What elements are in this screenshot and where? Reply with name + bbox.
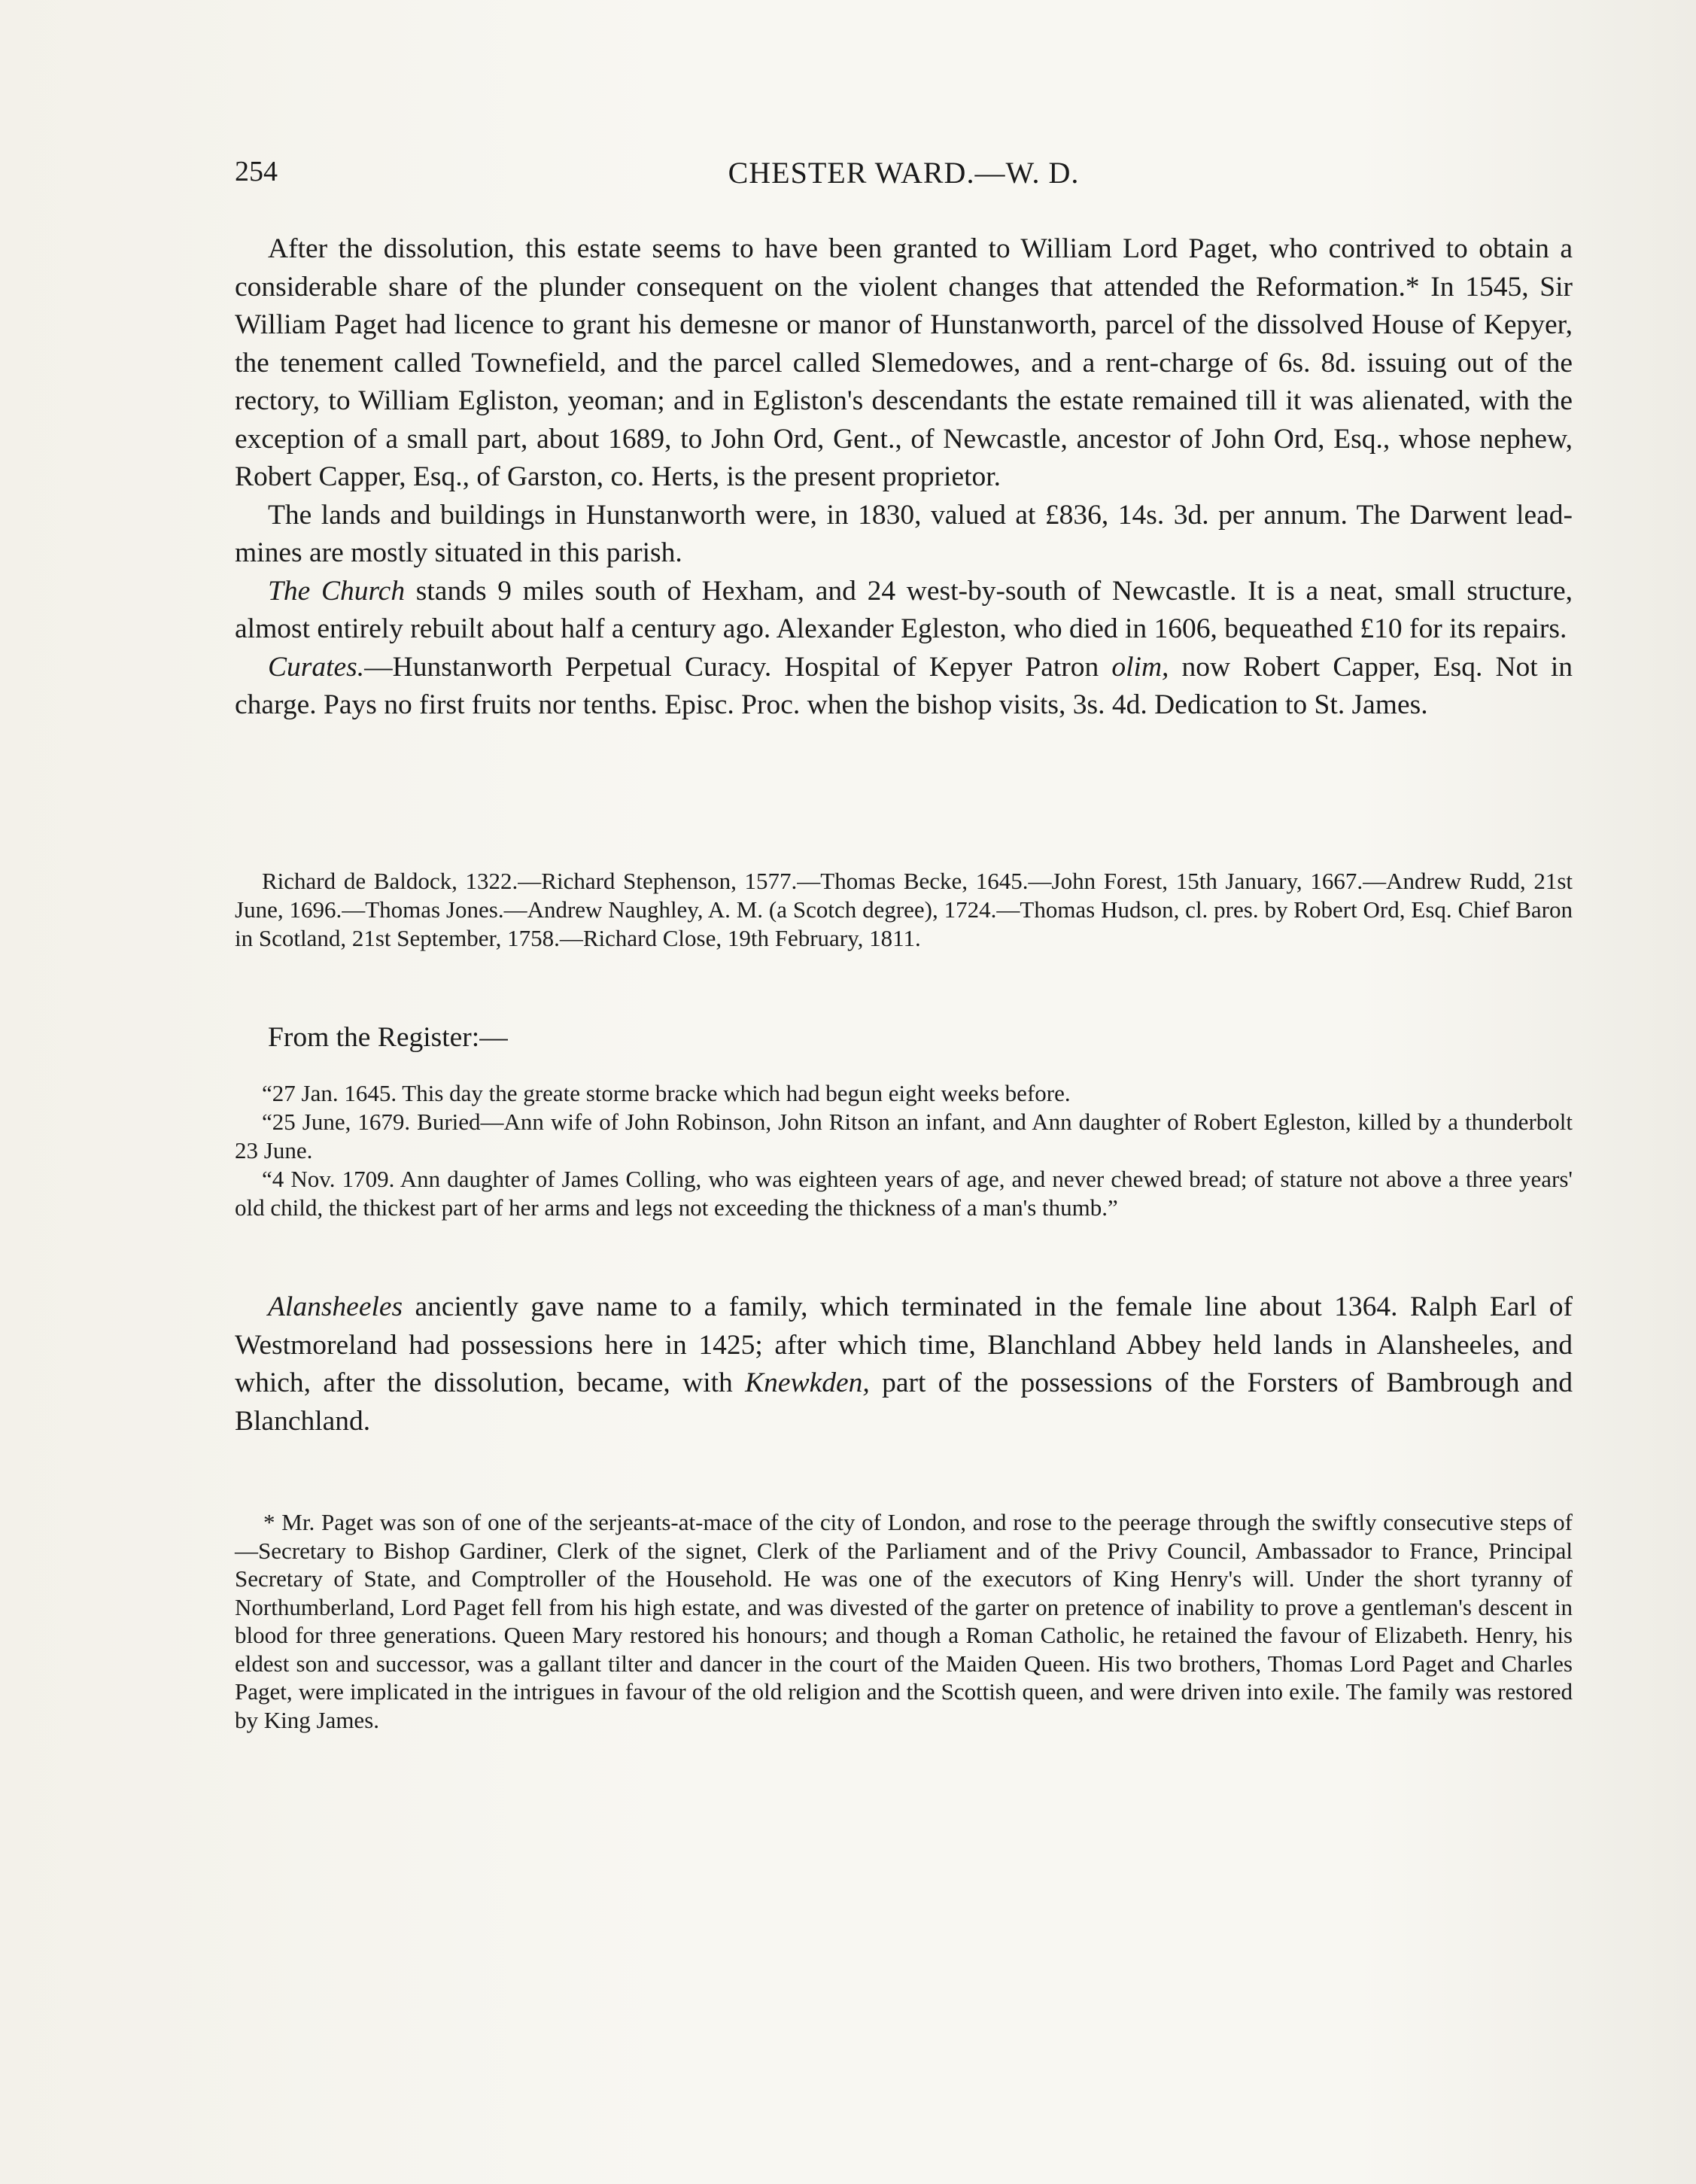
curates-list: Richard de Baldock, 1322.—Richard Stephenson, 1577.—Thomas Becke, 1645.—John Forest, 15th January, 1667.—Andrew Rudd, 21st June, 1696.—Thomas Jones.—Andrew Naughley, A. M. (a Scotch degree), 1724.—Thomas Hudson, cl. pres. by Robert Ord, Esq. Chief Baron in Scotland, 21st September, 1758.—Richard Close, 19th February, 1811. [235, 868, 1573, 951]
curates-text-rest: now Robert Capper, Esq. Not in charge. Pays no first fruits nor tenths. Episc. Proc. when the bishop visits, 3s. 4d. Dedication to St. James. [235, 651, 1573, 720]
alansheeles-lead: Alansheeles [268, 1291, 403, 1322]
church-text: stands 9 miles south of Hexham, and 24 west-by-south of Newcastle. It is a neat, small structure, almost entirely rebuilt about half a century ago. Alexander Egleston, who died in 1606, bequeathed £10 for its repairs. [235, 575, 1573, 644]
register-entry: “4 Nov. 1709. Ann daughter of James Colling, who was eighteen years of age, and never chewed bread; of stature not above a three years' old child, the thickest part of her arms and legs not exceeding the thickness of a man's thumb.” [235, 1166, 1573, 1221]
page-header [235, 155, 1573, 200]
alansheeles-text: anciently gave name to a family, which terminated in the female line about 1364. Ralph Earl of Westmoreland had possessions here in 1425; after which time, Blanchland Abbey held lands in Alansheeles, and which, after the dissolution, became, with [235, 1291, 1573, 1398]
paragraph-church [235, 573, 1573, 649]
curates-lead: Curates. [268, 651, 365, 683]
running-title: CHESTER WARD.—W. D. [728, 156, 1080, 190]
main-text-block [235, 230, 1573, 725]
paragraph-curates [235, 649, 1573, 725]
page-number: 254 [235, 156, 278, 187]
alansheeles-block [235, 1288, 1573, 1440]
register-heading-block [235, 1019, 1573, 1057]
register-entry: “25 June, 1679. Buried—Ann wife of John Robinson, John Ritson an infant, and Ann daughter of Robert Egleston, killed by a thunderbolt 23 June. [235, 1109, 1573, 1163]
curates-olim: olim, [1111, 651, 1169, 683]
register-entries-block [235, 1079, 1573, 1222]
register-entry: “27 Jan. 1645. This day the greate storme bracke which had begun eight weeks before. [262, 1080, 1071, 1106]
curates-list-block [235, 867, 1573, 953]
register-heading: From the Register:— [268, 1022, 508, 1053]
footnote-block [235, 1508, 1573, 1734]
curates-text: —Hunstanworth Perpetual Curacy. Hospital of Kepyer Patron [364, 651, 1112, 683]
alansheeles-text-rest: part of the possessions of the Forsters of Bambrough and Blanchland. [235, 1367, 1573, 1437]
paragraph-lands-valuation: The lands and buildings in Hunstanworth were, in 1830, valued at £836, 14s. 3d. per annum. The Darwent lead-mines are mostly situated in this parish. [235, 499, 1573, 568]
knewkden-name: Knewkden, [745, 1367, 870, 1398]
paragraph-dissolution: After the dissolution, this estate seems to have been granted to William Lord Paget, who contrived to obtain a considerable share of the plunder consequent on the violent changes that attended the Reformation.* In 1545, Sir William Paget had licence to grant his demesne or manor of Hunstanworth, parcel of the dissolved House of Kepyer, the tenement called Townefield, and the parcel called Slemedowes, and a rent-charge of 6s. 8d. issuing out of the rectory, to William Egliston, yeoman; and in Egliston's descendants the estate remained till it was alienated, with the exception of a small part, about 1689, to John Ord, Gent., of Newcastle, ancestor of John Ord, Esq., whose nephew, Robert Capper, Esq., of Garston, co. Herts, is the present proprietor. [235, 233, 1573, 492]
footnote: * Mr. Paget was son of one of the serjeants-at-mace of the city of London, and rose to the peerage through the swiftly consecutive steps of—Secretary to Bishop Gardiner, Clerk of the signet, Clerk of the Parliament and of the Privy Council, Ambassador to France, Principal Secretary of State, and Comptroller of the Household. He was one of the executors of King Henry's will. Under the short tyranny of Northumberland, Lord Paget fell from his high estate, and was divested of the garter on pretence of inability to prove a gentleman's descent in blood for three generations. Queen Mary restored his honours; and though a Roman Catholic, he retained the favour of Elizabeth. Henry, his eldest son and successor, was a gallant tilter and dancer in the court of the Maiden Queen. His two brothers, Thomas Lord Paget and Charles Paget, were implicated in the intrigues in favour of the old religion and the Scottish queen, and were driven into exile. The family was restored by King James. [235, 1509, 1573, 1733]
church-lead: The Church [268, 575, 406, 607]
paragraph-alansheeles [235, 1288, 1573, 1440]
